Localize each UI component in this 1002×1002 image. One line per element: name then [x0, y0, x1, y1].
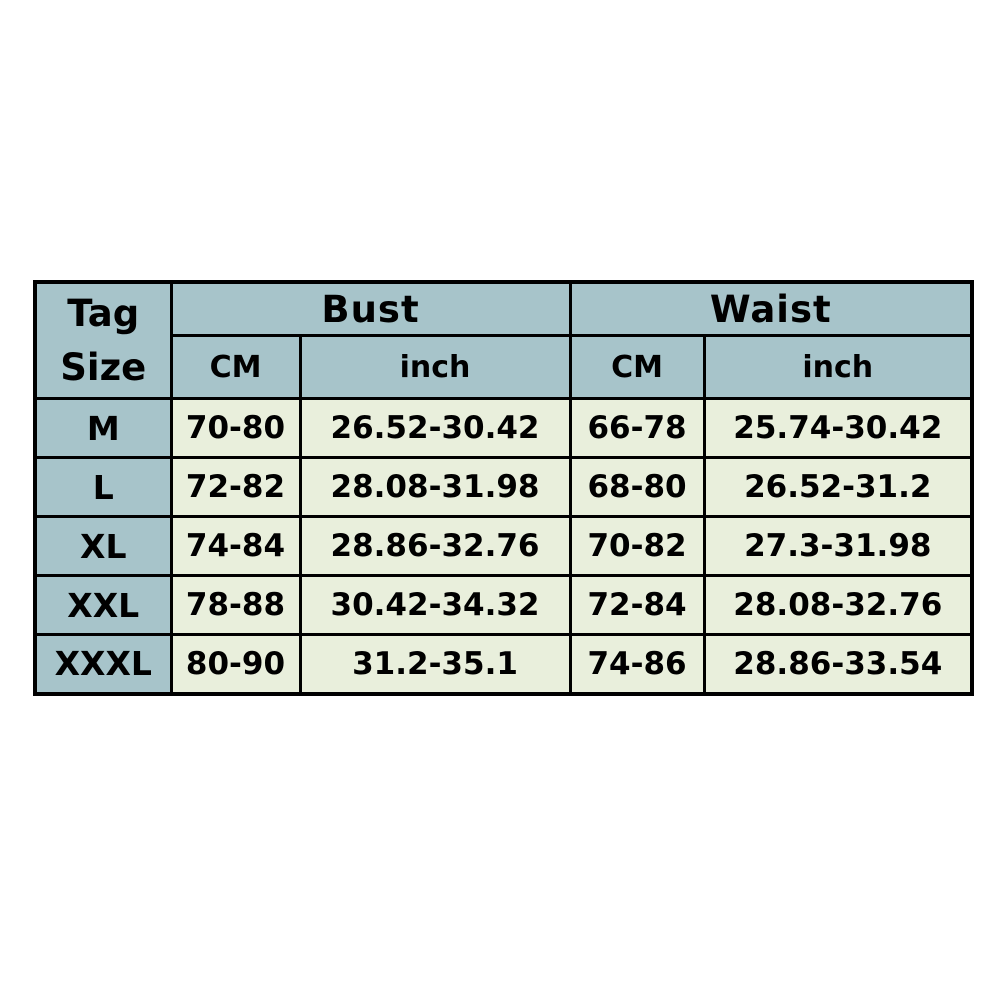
header-bust-cm: CM [171, 336, 300, 399]
cell-bust-cm: 78-88 [171, 576, 300, 635]
cell-waist-inch: 26.52-31.2 [704, 458, 972, 517]
cell-waist-cm: 70-82 [570, 517, 704, 576]
header-waist: Waist [570, 282, 972, 336]
cell-bust-inch: 28.86-32.76 [300, 517, 570, 576]
row-size-label: XXL [35, 576, 171, 635]
cell-bust-cm: 70-80 [171, 399, 300, 458]
cell-bust-inch: 26.52-30.42 [300, 399, 570, 458]
cell-waist-inch: 28.08-32.76 [704, 576, 972, 635]
table-row-xl [35, 517, 972, 576]
cell-waist-cm: 66-78 [570, 399, 704, 458]
cell-bust-inch: 30.42-34.32 [300, 576, 570, 635]
cell-bust-cm: 74-84 [171, 517, 300, 576]
header-size-line: Size [60, 345, 147, 389]
header-bust-inch: inch [300, 336, 570, 399]
cell-waist-cm: 74-86 [570, 635, 704, 694]
header-waist-cm: CM [570, 336, 704, 399]
header-waist-inch: inch [704, 336, 972, 399]
row-size-label: L [35, 458, 171, 517]
header-tag-size [35, 282, 171, 399]
cell-waist-inch: 25.74-30.42 [704, 399, 972, 458]
row-size-label: M [35, 399, 171, 458]
header-group-row [35, 282, 972, 336]
header-bust: Bust [171, 282, 570, 336]
cell-bust-inch: 31.2-35.1 [300, 635, 570, 694]
header-tag-line: Tag [67, 291, 140, 335]
table-row-xxl [35, 576, 972, 635]
table-row-xxxl [35, 635, 972, 694]
size-chart-table [33, 280, 974, 696]
cell-bust-cm: 80-90 [171, 635, 300, 694]
cell-waist-cm: 72-84 [570, 576, 704, 635]
table-row-l [35, 458, 972, 517]
cell-bust-inch: 28.08-31.98 [300, 458, 570, 517]
cell-waist-inch: 28.86-33.54 [704, 635, 972, 694]
header-unit-row [35, 336, 972, 399]
cell-bust-cm: 72-82 [171, 458, 300, 517]
table-row-m [35, 399, 972, 458]
cell-waist-cm: 68-80 [570, 458, 704, 517]
cell-waist-inch: 27.3-31.98 [704, 517, 972, 576]
row-size-label: XXXL [35, 635, 171, 694]
row-size-label: XL [35, 517, 171, 576]
